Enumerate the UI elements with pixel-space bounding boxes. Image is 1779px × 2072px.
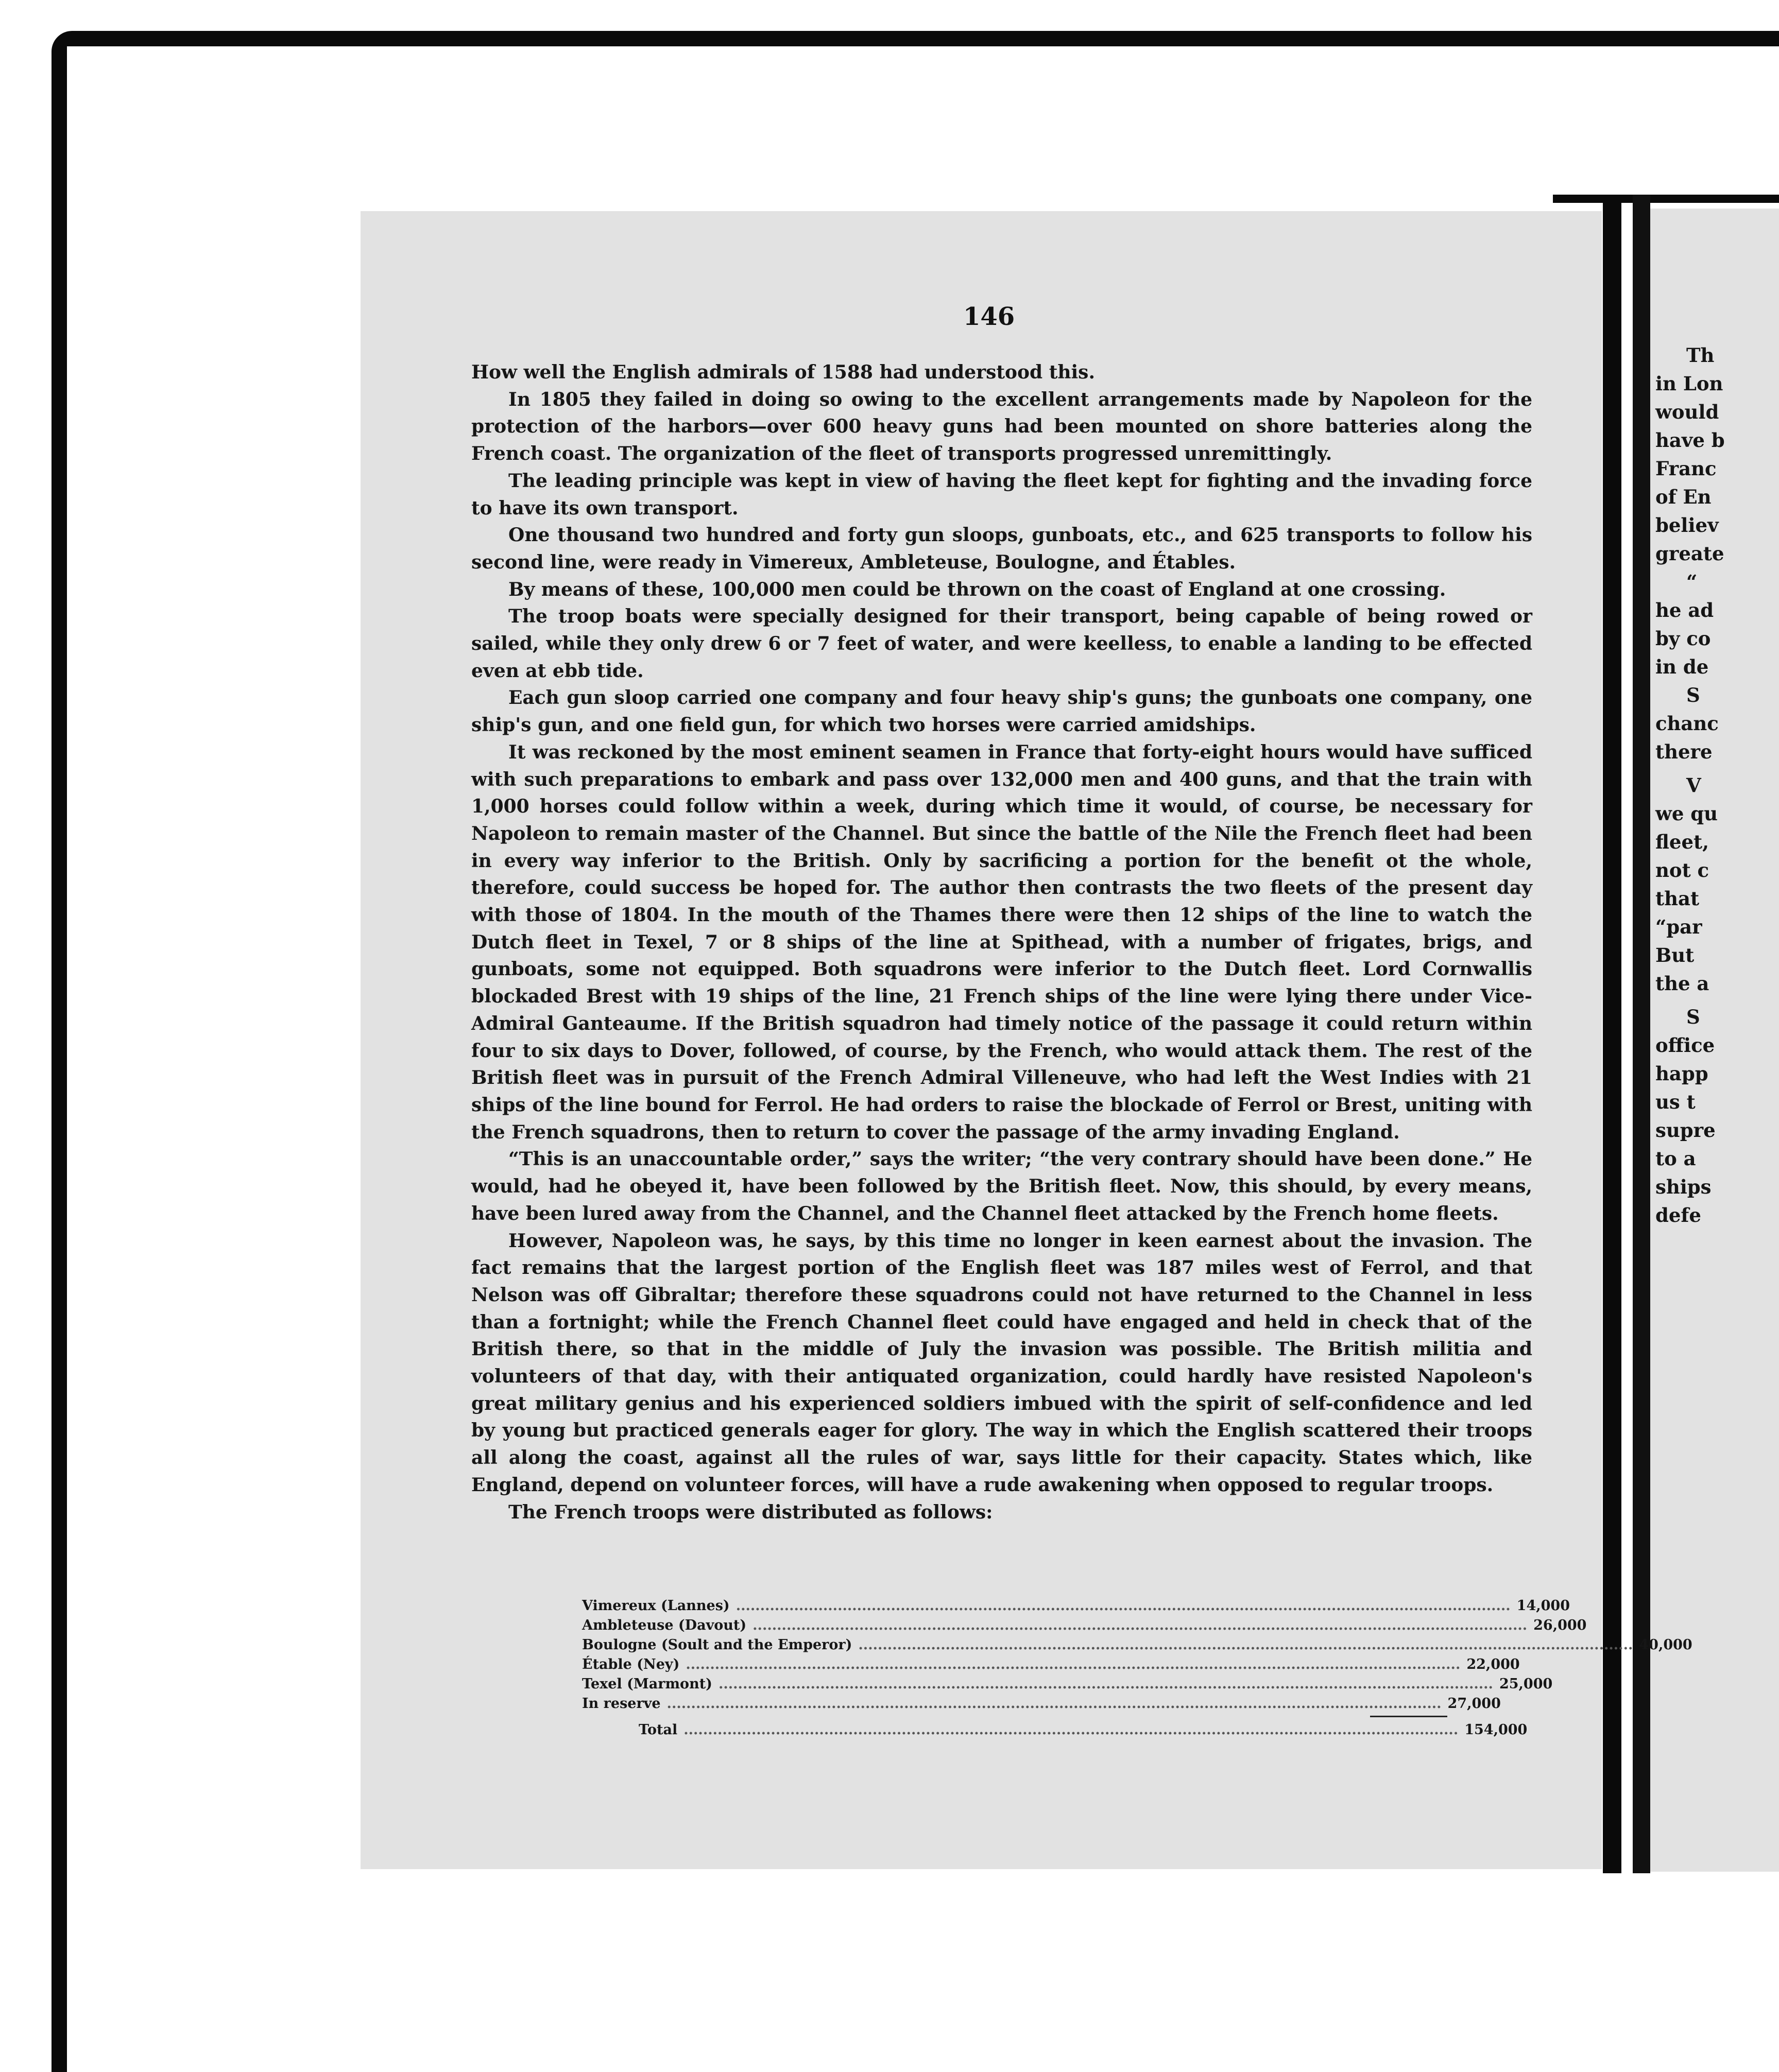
- right-page-line: S: [1686, 684, 1700, 706]
- right-page-line: in Lon: [1655, 372, 1723, 395]
- right-page-line: Franc: [1655, 457, 1717, 480]
- total-value: 154,000: [1464, 1722, 1528, 1738]
- leader-dots: ................................................................................................................................................................: [686, 1656, 1461, 1672]
- paragraph: One thousand two hundred and forty gun sloops, gunboats, etc., and 625 transports to follow his second line, were ready in Vimereux, Ambleteuse, Boulogne, and Étables.: [471, 524, 1532, 573]
- paragraph: It was reckoned by the most eminent seamen in France that forty-eight hours would have sufficed with such preparations to embark and pass over 132,000 men and 400 guns, and that the train with 1,000 horses could follow within a week, during which time it would, of course, be necessary for Napoleon to remain master of the Channel. But since the battle of the Nile the French fleet had been in every way inferior to the British. Only by sacrificing a portion for the benefit ot the whole, therefore, could success be hoped for. The author then contrasts the two fleets of the present day with those of 1804. In the mouth of the Thames there were then 12 ships of the line to watch the Dutch fleet in Texel, 7 or 8 ships of the line at Spithead, with a number of frigates, brigs, and gunboats, some not equipped. Both squadrons were inferior to the Dutch fleet. Lord Cornwallis blockaded Brest with 19 ships of the line, 21 French ships of the line were lying there under Vice-Admiral Ganteaume. If the British squadron had timely notice of the passage it could return within four to six days to Dover, followed, of course, by the French, who would attack them. The rest of the British fleet was in pursuit of the French Admiral Villeneuve, who had left the West Indies with 21 ships of the line bound for Ferrol. He had orders to raise the blockade of Ferrol or Brest, uniting with the French squadrons, then to return to cover the passage of the army invading England.: [471, 741, 1532, 1143]
- troop-count: 22,000: [1466, 1656, 1520, 1672]
- leader-dots: ................................................................................................................................................................: [666, 1696, 1442, 1712]
- book-gutter-left: [1603, 195, 1621, 1873]
- right-page-line: greate: [1655, 542, 1724, 565]
- location-name: Ambleteuse (Davout): [582, 1617, 747, 1633]
- right-page-line: V: [1686, 774, 1701, 797]
- body-text: [471, 359, 1532, 1526]
- right-page-line: by co: [1655, 627, 1711, 650]
- sum-rule: [1370, 1716, 1447, 1717]
- paragraph: However, Napoleon was, he says, by this time no longer in keen earnest about the invasion. The fact remains that the largest portion of the English fleet was 187 miles west of Ferrol, and that Nelson was off Gibraltar; therefore these squadrons could not have returned to the Channel in less than a fortnight; while the French Channel fleet could have engaged and held in check that of the British there, so that in the middle of July the invasion was possible. The British militia and volunteers of that day, with their antiquated organization, could hardly have resisted Napoleon's great military genius and his experienced soldiers imbued with the spirit of self-confidence and led by young but practiced generals eager for glory. The way in which the English scattered their troops all along the coast, against all the rules of war, says little for their capacity. States which, like England, depend on volunteer forces, will have a rude awakening when opposed to regular troops.: [471, 1230, 1532, 1496]
- location-name: In reserve: [582, 1696, 661, 1712]
- right-page-line: Th: [1686, 344, 1715, 367]
- troop-count: 40,000: [1639, 1637, 1692, 1653]
- right-page-line: we qu: [1655, 802, 1718, 825]
- right-page-line: “: [1686, 571, 1698, 593]
- troop-count: 14,000: [1516, 1598, 1570, 1614]
- right-page-line: defe: [1655, 1204, 1701, 1227]
- right-page-line: would: [1655, 401, 1719, 423]
- paragraph: The French troops were distributed as follows:: [508, 1501, 993, 1523]
- right-page-line: believ: [1655, 514, 1719, 537]
- right-page-line: there: [1655, 740, 1713, 763]
- right-page-line: S: [1686, 1006, 1700, 1028]
- leader-dots: ................................................................................................................................................................: [735, 1598, 1511, 1614]
- table-row: [582, 1655, 1520, 1674]
- leader-dots: ................................................................................................................................................................: [858, 1637, 1633, 1653]
- right-page-line: the a: [1655, 972, 1709, 995]
- right-page-line: happ: [1655, 1062, 1708, 1085]
- right-page-line: chanc: [1655, 712, 1719, 735]
- right-page-line: have b: [1655, 429, 1725, 452]
- right-page-line: ships: [1655, 1176, 1712, 1198]
- paragraph: In 1805 they failed in doing so owing to the excellent arrangements made by Napoleon for the protection of the harbors—over 600 heavy guns had been mounted on shore batteries along the French coast. The organization of the fleet of transports progressed unremittingly.: [471, 388, 1532, 465]
- right-page-line: of En: [1655, 486, 1712, 508]
- location-name: Boulogne (Soult and the Emperor): [582, 1637, 852, 1653]
- paragraph: “This is an unaccountable order,” says the writer; “the very contrary should have been done.” He would, had he obeyed it, have been followed by the British fleet. Now, this should, by every means, have been lured away from the Channel, and the Channel fleet attacked by the French home fleets.: [471, 1148, 1532, 1224]
- right-page-line: to a: [1655, 1147, 1696, 1170]
- troop-count: 27,000: [1447, 1696, 1501, 1712]
- page-number: 146: [963, 302, 1015, 331]
- gutter-top-edge: [1553, 195, 1779, 203]
- leader-dots: ................................................................................................................................................................: [718, 1676, 1493, 1692]
- paragraph: The leading principle was kept in view of having the fleet kept for fighting and the invading force to have its own transport.: [471, 470, 1532, 519]
- right-page: [1650, 209, 1779, 1872]
- paragraph: Each gun sloop carried one company and four heavy ship's guns; the gunboats one company, one ship's gun, and one field gun, for which two horses were carried amidships.: [471, 687, 1532, 736]
- leader-dots: ................................................................................................................................................................: [752, 1617, 1528, 1633]
- troop-count: 26,000: [1533, 1617, 1587, 1633]
- leader-dots: ................................................................................................................................................................: [683, 1722, 1459, 1738]
- book-gutter-right: [1633, 195, 1650, 1873]
- location-name: Texel (Marmont): [582, 1676, 712, 1692]
- table-row: [582, 1616, 1587, 1635]
- right-page-line: fleet,: [1655, 831, 1709, 853]
- troop-count: 25,000: [1499, 1676, 1553, 1692]
- location-name: Étable (Ney): [582, 1656, 680, 1672]
- paragraph: How well the English admirals of 1588 had understood this.: [471, 361, 1095, 383]
- right-page-line: supre: [1655, 1119, 1716, 1142]
- table-row: [582, 1635, 1692, 1655]
- right-page-line: not c: [1655, 859, 1709, 882]
- table-row: [582, 1596, 1570, 1616]
- right-page-line: But: [1655, 944, 1695, 966]
- paragraph: The troop boats were specially designed for their transport, being capable of being rowed or sailed, while they only drew 6 or 7 feet of water, and were keelless, to enable a landing to be effected even at ebb tide.: [471, 606, 1532, 682]
- location-name: Vimereux (Lannes): [582, 1598, 730, 1614]
- right-page-line: office: [1655, 1034, 1715, 1057]
- paragraph: By means of these, 100,000 men could be thrown on the coast of England at one crossing.: [508, 578, 1446, 600]
- right-page-line: in de: [1655, 655, 1709, 678]
- right-page-line: us t: [1655, 1091, 1696, 1113]
- right-page-line: he ad: [1655, 599, 1714, 621]
- table-row: [582, 1694, 1501, 1714]
- troop-distribution-table: [582, 1596, 1692, 1740]
- right-page-line: “par: [1655, 916, 1702, 938]
- right-page-line: that: [1655, 887, 1700, 910]
- total-row: [582, 1720, 1528, 1740]
- total-label: Total: [639, 1722, 678, 1738]
- table-row: [582, 1674, 1553, 1694]
